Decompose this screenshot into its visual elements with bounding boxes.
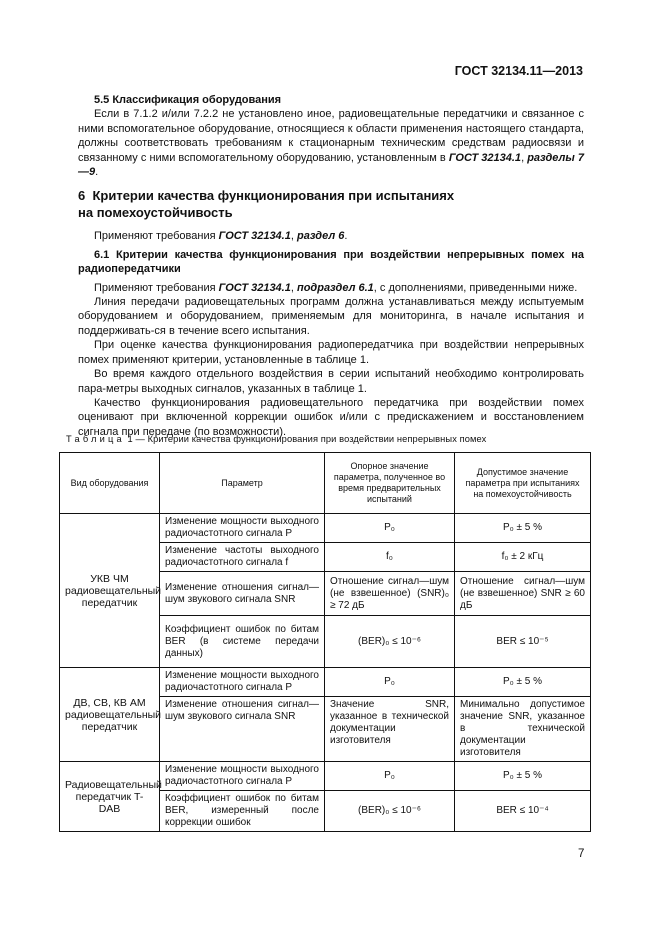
reference-value-cell: f₀ (325, 543, 455, 572)
section-6-1-paragraph-5: Качество функционирования радиовещательного передатчика при воздействии помех оценивают при включенной коррекции ошибок и/или с предискажением и восстановлением сигнала при передаче (по возможности). (78, 396, 584, 438)
section-6-1-paragraph-3: При оценке качества функционирования радиопередатчика при воздействии непрерывных помех применяют критерии, установленные в таблице 1. (78, 339, 584, 366)
tolerance-value-cell: P₀ ± 5 % (455, 762, 591, 791)
parameter-cell: Изменение мощности выходного радиочастотного сигнала P (160, 668, 325, 697)
table-caption: Таблица 1 — Критерии качества функционирования при воздействии непрерывных помех (66, 434, 487, 444)
parameter-cell: Изменение мощности выходного радиочастотного сигнала P (160, 762, 325, 791)
reference-value-cell: P₀ (325, 668, 455, 697)
reference-value-cell: (BER)₀ ≤ 10⁻⁶ (325, 616, 455, 668)
table-header-cell: Параметр (160, 453, 325, 514)
standard-header: ГОСТ 32134.11—2013 (454, 64, 583, 78)
tolerance-value-cell: P₀ ± 5 % (455, 668, 591, 697)
tolerance-value-cell: P₀ ± 5 % (455, 514, 591, 543)
parameter-cell: Коэффициент ошибок по битам BER (в системе передачи данных) (160, 616, 325, 668)
parameter-cell: Изменение мощности выходного радиочастотного сигнала P (160, 514, 325, 543)
reference-value-cell: (BER)₀ ≤ 10⁻⁶ (325, 791, 455, 832)
table-row (60, 762, 591, 791)
reference-value-cell: Значение SNR, указанное в технической документации изготовителя (325, 697, 455, 762)
table-row (60, 514, 591, 543)
section-6-1-heading: 6.1 Критерии качества функционирования при воздействии непрерывных помех на радиопередатчики (78, 248, 584, 276)
section-6-paragraph: Применяют требования ГОСТ 32134.1, раздел 6. (94, 230, 348, 243)
reference-value-cell: Отношение сигнал—шум (не взвешенное) (SNR)₀ ≥ 72 дБ (325, 572, 455, 616)
table-row (60, 668, 591, 697)
parameter-cell: Изменение отношения сигнал—шум звукового сигнала SNR (160, 572, 325, 616)
section-6-1-paragraph-1: Применяют требования ГОСТ 32134.1, подраздел 6.1, с дополнениями, приведенными ниже. (94, 281, 578, 294)
tolerance-value-cell: Минимально допустимое значение SNR, указанное в технической документации изготовителя (455, 697, 591, 762)
standard-reference: ГОСТ 32134.1 (448, 151, 522, 164)
section-6-1-paragraph-4: Во время каждого отдельного воздействия в серии испытаний необходимо контролировать пара-метры выходных сигналов, указанных в таблице 1. (78, 368, 584, 395)
table-header-cell: Вид оборудования (60, 453, 160, 514)
page-number: 7 (578, 848, 585, 860)
reference-value-cell: P₀ (325, 514, 455, 543)
reference-value-cell: P₀ (325, 762, 455, 791)
tolerance-value-cell: Отношение сигнал—шум (не взвешенное) SNR ≥ 60 дБ (455, 572, 591, 616)
parameter-cell: Изменение частоты выходного радиочастотного сигнала f (160, 543, 325, 572)
section-6-1-paragraph-2: Линия передачи радиовещательных программ должна устанавливаться между испытуемым оборудованием и оборудованием, применяемым для мониторинга, в начале испытания и поддерживать-ся в течение всего испытания. (78, 296, 584, 337)
body-text (78, 93, 584, 439)
table-header-row (60, 453, 591, 514)
section-6-heading: 6 Критерии качества функционирования при испытаниях на помехоустойчивость (78, 188, 455, 220)
table-header-cell: Опорное значение параметра, полученное во время предварительных испытаний (325, 453, 455, 514)
section-5-5-heading: 5.5 Классификация оборудования (94, 94, 282, 106)
table-header-cell: Допустимое значение параметра при испытаниях на помехоустойчивость (455, 453, 591, 514)
criteria-table (59, 452, 591, 832)
tolerance-value-cell: f₀ ± 2 кГц (455, 543, 591, 572)
equipment-type-cell: Радиовещательный передатчик T-DAB (60, 762, 160, 832)
tolerance-value-cell: BER ≤ 10⁻⁴ (455, 791, 591, 832)
equipment-type-cell: ДВ, СВ, КВ АМ радиовещательный передатчик (60, 668, 160, 762)
parameter-cell: Изменение отношения сигнал—шум звукового сигнала SNR (160, 697, 325, 762)
equipment-type-cell: УКВ ЧМ радиовещательный передатчик (60, 514, 160, 668)
tolerance-value-cell: BER ≤ 10⁻⁵ (455, 616, 591, 668)
parameter-cell: Коэффициент ошибок по битам BER, измеренный после коррекции ошибок (160, 791, 325, 832)
section-5-5-paragraph: Если в 7.1.2 и/или 7.2.2 не установлено иное, радиовещательные передатчики и связанное с ними вспомогательное оборудование, относящиеся к области применения настоящего стандарта, должны соответствовать требованиям к стационарным техническим средствам радиосвязи и связанному с ними вспомогательному оборудованию, установленным в ГОСТ 32134.1, разделы 7—9. (78, 108, 584, 179)
